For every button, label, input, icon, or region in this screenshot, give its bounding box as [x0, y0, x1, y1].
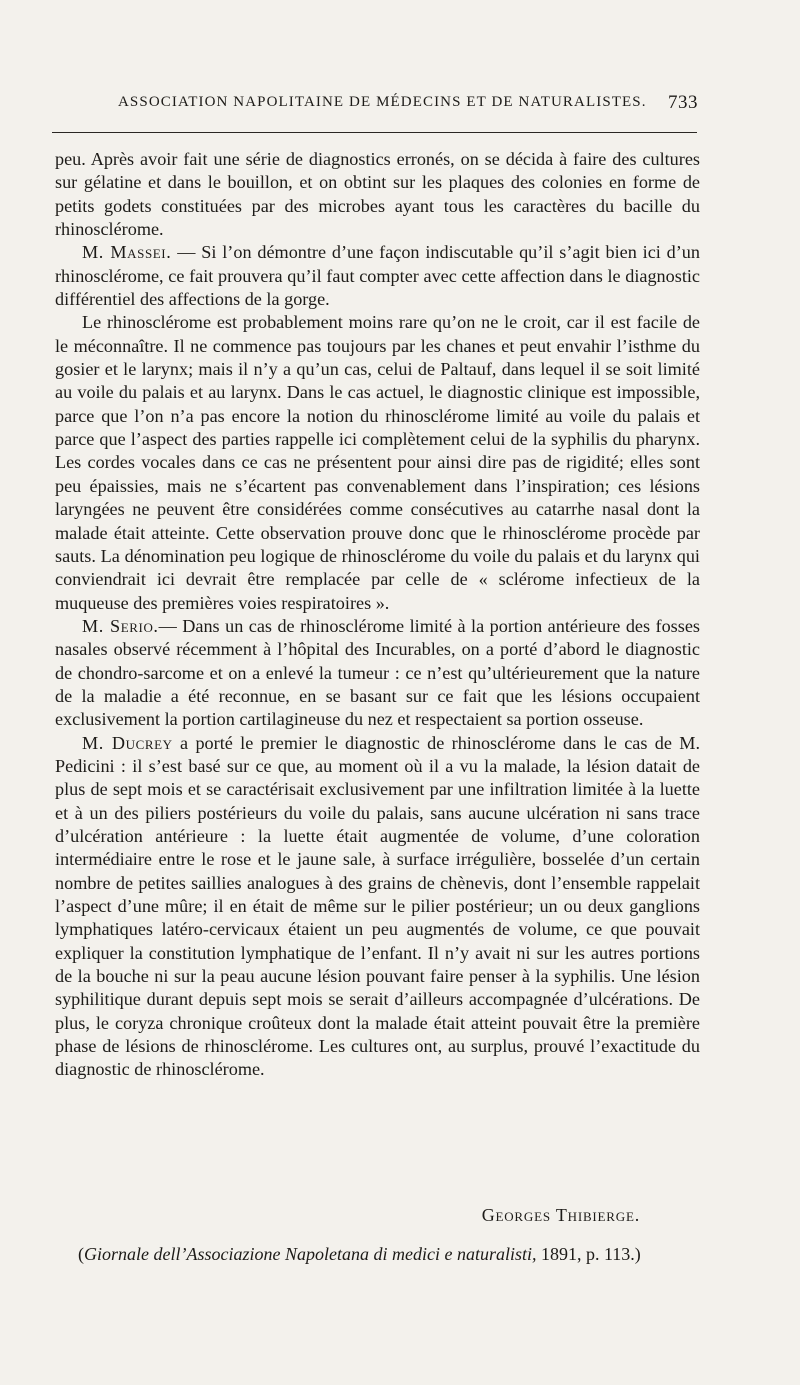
paragraph-text: — Dans un cas de rhinosclérome limité à la portion antérieure des fosses nasales observé récemment à l’hôpital des Incurables, on a porté d’abord le diagnostic de chondro-sarcome et on a enlevé la tumeur : ce n’est qu’ultérieurement que la nature de la maladie a été reconnue, en se basant sur ce fait que les lésions occupaient exclusivement la portion cartilagineuse du nez et respectaient sa portion osseuse. — [55, 615, 700, 730]
paragraph-massei — [55, 241, 700, 311]
article-body — [55, 148, 700, 1082]
source-citation — [78, 1244, 641, 1265]
speaker-name: M. Massei. — [82, 242, 172, 263]
paragraph-text: a porté le premier le diagnostic de rhinosclérome dans le cas de M. Pedicini : il s’est basé sur ce que, au moment où il a vu la malade, la lésion datait de plus de sept mois et se caractérisait exclusivement par une infiltration limitée à la luette et à un des piliers postérieurs du voile du palais, sans aucune ulcération ni sans trace d’ulcération antérieure : la luette était augmentée de volume, d’une coloration intermédiaire entre le rose et le jaune sale, à surface irrégulière, bosselée d’un certain nombre de petites saillies analogues à des grains de chènevis, dont l’ensemble rappelait l’aspect d’une mûre; il en était de même sur le pilier postérieur; un ou deux ganglions lymphatiques latéro-cervicaux étaient un peu augmentés de volume, ce que pouvait expliquer la constitution lymphatique de l’enfant. Il n’y avait ni sur les autres portions de la bouche ni sur la peau aucune lésion pouvant faire penser à la syphilis. Une lésion syphilitique durant depuis sept mois se serait d’ailleurs accompagnée d’ulcérations. De plus, le coryza chronique croûteux dont la malade était atteint pouvait être la première phase de lésions de rhinosclérome. Les cultures ont, au surplus, prouvé l’exactitude du diagnostic de rhinosclérome. — [55, 732, 701, 1080]
paragraph-continuation — [55, 148, 700, 241]
paragraph-rhinoscleroma — [55, 311, 700, 614]
page-number: 733 — [668, 92, 698, 113]
running-head — [54, 92, 698, 118]
citation-open: ( — [78, 1244, 84, 1264]
running-head-title: ASSOCIATION NAPOLITAINE DE MÉDECINS ET DE NATURALISTES. — [118, 94, 647, 110]
paragraph-text: peu. Après avoir fait une série de diagnostics erronés, on se décida à faire des cultures sur gélatine et dans le bouillon, et on obtint sur les plaques des colonies en forme de petits godets constituées par des microbes ayant tous les caractères du bacille du rhinosclérome. — [55, 149, 700, 240]
citation-details: 1891, p. 113.) — [536, 1244, 641, 1264]
author-signature: Georges Thibierge. — [481, 1205, 640, 1225]
speaker-name: M. Serio. — [82, 615, 159, 636]
paragraph-text: — Si l’on démontre d’une façon indiscutable qu’il s’agit bien ici d’un rhinosclérome, ce fait prouvera qu’il faut compter avec cette affection dans le diagnostic différentiel des affections de la gorge. — [55, 242, 700, 310]
paragraph-text: Le rhinosclérome est probablement moins rare qu’on ne le croit, car il est facile de le méconnaître. Il ne commence pas toujours par les chanes et peut envahir l’isthme du gosier et le larynx; mais il n’y a qu’un cas, celui de Paltauf, dans lequel il se soit limité au voile du palais et au larynx. Dans le cas actuel, le diagnostic clinique est impossible, parce que l’on n’a pas encore la notion du rhinosclérome limité au voile du palais et parce que l’aspect des parties rappelle ici complètement celui de la syphilis du pharynx. Les cordes vocales dans ce cas ne présentent pour ainsi dire pas de rigidité; elles sont peu épaissies, mais ne s’écartent pas convenablement dans l’inspiration; ces lésions laryngées ne peuvent être considérées comme consécutives au catarrhe nasal dont la malade était atteinte. Cette observation prouve donc que le rhinosclérome procède par sauts. La dénomination peu logique de rhinosclérome du voile du palais et du larynx qui conviendrait ici devrait être remplacée par celle de « sclérome infectieux de la muqueuse des premières voies respiratoires ». — [55, 312, 700, 613]
paragraph-serio — [55, 615, 700, 732]
citation-journal: Giornale dell’Associazione Napoletana di medici e naturalisti, — [84, 1244, 537, 1264]
paragraph-ducrey — [55, 732, 700, 1082]
speaker-name: M. Ducrey — [82, 732, 173, 753]
header-rule — [52, 132, 697, 133]
